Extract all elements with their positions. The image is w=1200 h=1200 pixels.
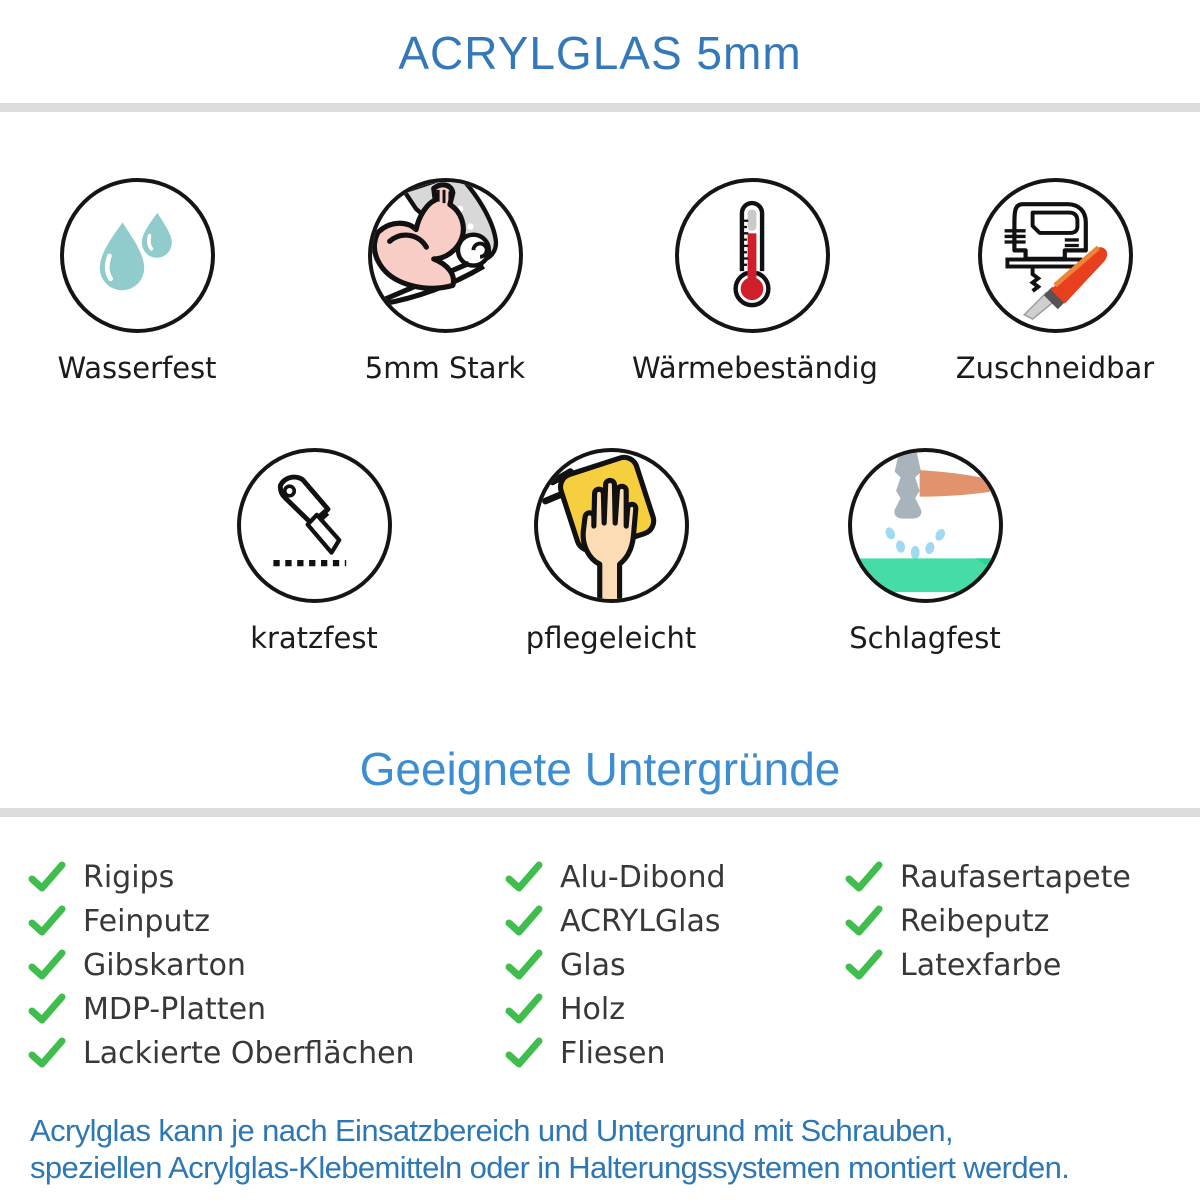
check-icon: [505, 904, 543, 938]
jigsaw-cutter-icon: [978, 178, 1133, 333]
list-item: [505, 899, 726, 943]
check-icon: [505, 992, 543, 1026]
check-icon: [28, 992, 66, 1026]
list-item-label: Rigips: [83, 859, 175, 895]
section-heading: Geeignete Untergründe: [359, 743, 841, 795]
substrate-column-3: [845, 855, 1131, 987]
feature-label: 5mm Stark: [364, 351, 526, 385]
feature-zuschneidbar: [935, 178, 1175, 385]
footer-line-1: Acrylglas kann je nach Einsatzbereich und Untergrund mit Schrauben,: [30, 1113, 954, 1148]
feature-kratzfest: [194, 448, 434, 655]
hammer-impact-icon: [848, 448, 1003, 603]
list-item: [845, 855, 1131, 899]
check-icon: [845, 948, 883, 982]
list-item-label: MDP-Platten: [83, 991, 267, 1027]
feature-label: Wärmebeständig: [632, 351, 878, 385]
list-item-label: Holz: [560, 991, 625, 1027]
list-item-label: Alu-Dibond: [560, 859, 726, 895]
footer-note: [30, 1112, 1200, 1186]
list-item: [28, 899, 415, 943]
divider: [0, 103, 1200, 112]
feature-waermebestaendig: [632, 178, 878, 385]
feature-5mm-stark: [325, 178, 565, 385]
feature-label: kratzfest: [250, 621, 378, 655]
substrate-list: [0, 855, 1200, 1085]
cleaning-hand-icon: [534, 448, 689, 603]
feature-pflegeleicht: [491, 448, 731, 655]
list-item: [28, 987, 415, 1031]
check-icon: [505, 1036, 543, 1070]
page-title: ACRYLGLAS 5mm: [398, 27, 802, 79]
check-icon: [505, 860, 543, 894]
list-item: [505, 855, 726, 899]
list-item: [505, 943, 726, 987]
list-item-label: Gibskarton: [83, 947, 246, 983]
list-item-label: Raufasertapete: [900, 859, 1131, 895]
list-item-label: Fliesen: [560, 1035, 666, 1071]
strong-arm-icon: [368, 178, 523, 333]
list-item: [845, 899, 1131, 943]
footer-line-2: speziellen Acrylglas-Klebemitteln oder in Halterungssystemen montiert werden.: [30, 1150, 1070, 1185]
feature-label: Schlagfest: [849, 621, 1001, 655]
list-item-label: Lackierte Oberflächen: [83, 1035, 415, 1071]
list-item-label: Reibeputz: [900, 903, 1050, 939]
check-icon: [505, 948, 543, 982]
list-item: [505, 987, 726, 1031]
feature-schlagfest: [805, 448, 1045, 655]
divider: [0, 808, 1200, 817]
feature-label: Zuschneidbar: [955, 351, 1155, 385]
substrate-column-1: [28, 855, 415, 1075]
list-item-label: ACRYLGlas: [560, 903, 721, 939]
substrate-column-2: [505, 855, 726, 1075]
feature-wasserfest: [17, 178, 257, 385]
feature-label: pflegeleicht: [525, 621, 697, 655]
list-item-label: Feinputz: [83, 903, 210, 939]
check-icon: [28, 948, 66, 982]
thermometer-icon: [675, 178, 830, 333]
feature-label: Wasserfest: [57, 351, 217, 385]
list-item: [505, 1031, 726, 1075]
check-icon: [28, 1036, 66, 1070]
check-icon: [28, 860, 66, 894]
check-icon: [28, 904, 66, 938]
list-item: [28, 943, 415, 987]
list-item: [845, 943, 1131, 987]
list-item-label: Latexfarbe: [900, 947, 1062, 983]
water-drops-icon: [60, 178, 215, 333]
check-icon: [845, 860, 883, 894]
utility-knife-icon: [237, 448, 392, 603]
list-item-label: Glas: [560, 947, 626, 983]
check-icon: [845, 904, 883, 938]
list-item: [28, 855, 415, 899]
list-item: [28, 1031, 415, 1075]
